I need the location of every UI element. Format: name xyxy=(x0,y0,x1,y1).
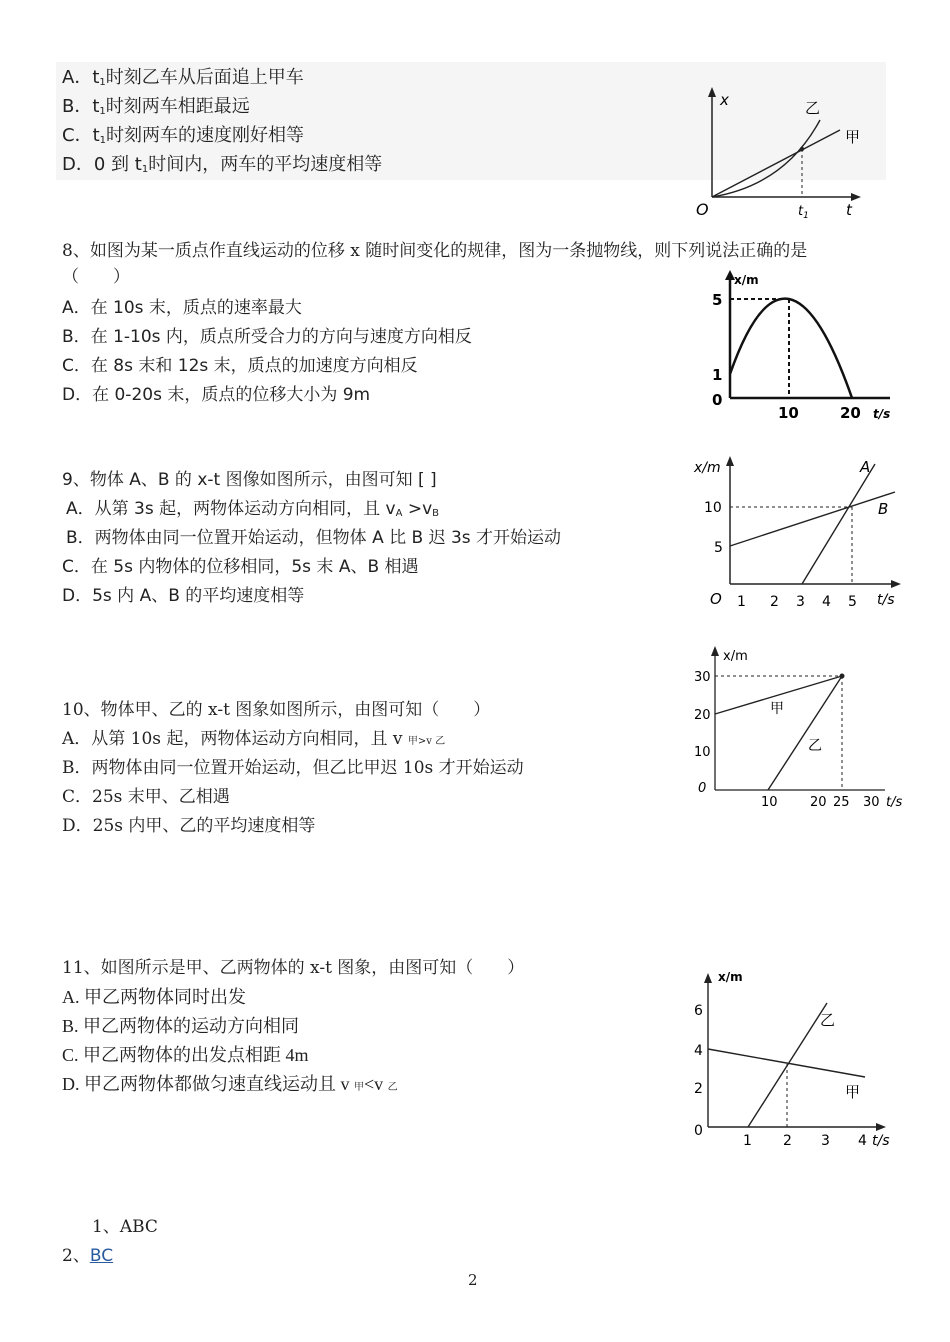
q10-y-label: x/m xyxy=(723,649,748,664)
q7-t1-label: $t_1$ xyxy=(798,204,809,220)
q9-line-a xyxy=(802,464,875,584)
q9-option-d: D．5s 内 A、B 的平均速度相等 xyxy=(62,586,305,606)
q9-y10: 10 xyxy=(704,500,722,516)
q10-stem: 10、物体甲、乙的 x-t 图象如图所示，由图可知（ ） xyxy=(62,700,491,720)
q7-option-c: C．$t_1$时刻两车的速度刚好相等 xyxy=(62,125,305,146)
q9-t-axis-arrow xyxy=(891,580,901,588)
q10-option-a: A．从第 10s 起，两物体运动方向相同，且 v 甲>v 乙 xyxy=(62,729,446,749)
q7-label-jia: 甲 xyxy=(845,128,861,146)
q9-x-axis-arrow xyxy=(726,456,734,466)
q11-stem: 11、如图所示是甲、乙两物体的 x-t 图象，由图可知（ ） xyxy=(62,958,525,978)
q10-xt-graph xyxy=(690,640,915,815)
q7-intersection-point xyxy=(800,147,804,151)
q8-option-a: A．在 10s 末，质点的速率最大 xyxy=(62,298,302,318)
q7-x-axis-arrow xyxy=(708,87,716,97)
q10-label-yi: 乙 xyxy=(808,738,822,754)
q11-tick: 1 xyxy=(743,1133,752,1149)
q10-t10: 10 xyxy=(761,795,778,810)
q10-option-b: B．两物体由同一位置开始运动，但乙比甲迟 10s 才开始运动 xyxy=(62,758,524,778)
q10-option-d: D．25s 内甲、乙的平均速度相等 xyxy=(62,816,316,836)
q10-line-yi xyxy=(768,676,842,790)
answer-1: 1、ABC xyxy=(92,1217,158,1237)
q9-label-b: B xyxy=(878,500,889,518)
q9-tick: 2 xyxy=(770,594,779,610)
q10-label-jia: 甲 xyxy=(770,701,784,717)
q10-y20: 20 xyxy=(694,708,711,723)
q8-y1: 1 xyxy=(712,366,723,384)
q9-tick: 4 xyxy=(822,594,831,610)
q7-line-jia xyxy=(712,130,840,197)
q10-origin: 0 xyxy=(698,781,707,796)
q8-paren: （ ） xyxy=(62,267,130,287)
q11-tick: 2 xyxy=(783,1133,792,1149)
q9-tick: 3 xyxy=(796,594,805,610)
q11-origin: 0 xyxy=(694,1123,703,1139)
q10-t25: 25 xyxy=(833,795,850,810)
q9-tick: 5 xyxy=(848,594,857,610)
q8-xt-graph xyxy=(700,268,900,426)
page-number: 2 xyxy=(468,1271,478,1289)
q11-xt-graph xyxy=(690,965,910,1150)
q9-option-c: C．在 5s 内物体的位移相同，5s 末 A、B 相遇 xyxy=(62,557,419,577)
q7-option-d: D．0 到 $t_1$时间内，两车的平均速度相等 xyxy=(62,154,383,175)
q8-parabola xyxy=(730,299,852,398)
q9-stem: 9、物体 A、B 的 x-t 图像如图所示，由图可知 [ ] xyxy=(62,470,437,490)
q10-t-label: t/s xyxy=(886,795,903,810)
q8-y-label: x/m xyxy=(734,273,759,287)
q11-y-label: x/m xyxy=(718,970,743,984)
q11-option-b: B. 甲乙两物体的运动方向相同 xyxy=(62,1016,300,1036)
q11-label-yi: 乙 xyxy=(820,1011,836,1029)
q8-t-label: t/s xyxy=(873,407,891,421)
q11-tick: 3 xyxy=(821,1133,830,1149)
q10-t20: 20 xyxy=(810,795,827,810)
q9-xt-graph xyxy=(690,452,910,612)
q11-t-label: t/s xyxy=(872,1133,890,1149)
q10-t30: 30 xyxy=(863,795,880,810)
q10-x-axis-arrow xyxy=(711,646,719,656)
q11-tick: 4 xyxy=(858,1133,867,1149)
q8-option-d: D．在 0-20s 末，质点的位移大小为 9m xyxy=(62,385,371,405)
q8-option-b: B．在 1-10s 内，质点所受合力的方向与速度方向相反 xyxy=(62,327,472,347)
q10-y30: 30 xyxy=(694,670,711,685)
q9-label-a: A xyxy=(860,458,871,476)
q9-option-b: B．两物体由同一位置开始运动，但物体 A 比 B 迟 3s 才开始运动 xyxy=(66,528,562,548)
answer-2-link[interactable]: BC xyxy=(89,1246,114,1266)
q10-option-c: C．25s 末甲、乙相遇 xyxy=(62,787,230,807)
q10-meeting-point xyxy=(840,674,845,679)
q11-x-axis-arrow xyxy=(704,973,712,983)
q11-y2: 2 xyxy=(694,1081,703,1097)
q9-tick: 1 xyxy=(737,594,746,610)
q7-curve-yi xyxy=(712,120,820,197)
q7-t-label: t xyxy=(846,201,852,219)
q9-t-label: t/s xyxy=(877,592,895,608)
q8-y0: 0 xyxy=(712,391,723,409)
q9-line-b xyxy=(730,492,895,546)
q11-label-jia: 甲 xyxy=(845,1083,861,1101)
q8-stem: 8、如图为某一质点作直线运动的位移 x 随时间变化的规律，图为一条抛物线，则下列说法正确的是 xyxy=(62,241,808,261)
q11-option-d: D. 甲乙两物体都做匀速直线运动且 v 甲<v 乙 xyxy=(62,1074,398,1094)
q11-t-axis-arrow xyxy=(876,1123,886,1131)
answer-2: 2、BC xyxy=(62,1246,114,1266)
q9-y5: 5 xyxy=(714,540,723,556)
q9-y-label: x/m xyxy=(694,460,721,476)
q8-y5: 5 xyxy=(712,291,723,309)
q7-option-a: A．$t_1$时刻乙车从后面追上甲车 xyxy=(62,67,304,88)
q11-option-a: A. 甲乙两物体同时出发 xyxy=(62,987,246,1007)
q9-origin: O xyxy=(710,590,722,608)
q8-option-c: C．在 8s 末和 12s 末，质点的加速度方向相反 xyxy=(62,356,418,376)
q7-xt-graph xyxy=(690,85,870,220)
q7-x-label: x xyxy=(720,91,729,109)
q8-t20: 20 xyxy=(840,404,861,422)
q11-option-c: C. 甲乙两物体的出发点相距 4m xyxy=(62,1045,309,1065)
q7-t-axis-arrow xyxy=(851,193,861,201)
q10-y10: 10 xyxy=(694,745,711,760)
q7-origin-label: O xyxy=(696,200,709,219)
q9-option-a: A．从第 3s 起，两物体运动方向相同，且 $v_A >v_B$ xyxy=(66,499,440,519)
q7-label-yi: 乙 xyxy=(805,99,821,117)
q7-option-b: B．$t_1$时刻两车相距最远 xyxy=(62,96,250,117)
q11-y6: 6 xyxy=(694,1003,703,1019)
q8-t10: 10 xyxy=(778,404,799,422)
q11-y4: 4 xyxy=(694,1043,703,1059)
